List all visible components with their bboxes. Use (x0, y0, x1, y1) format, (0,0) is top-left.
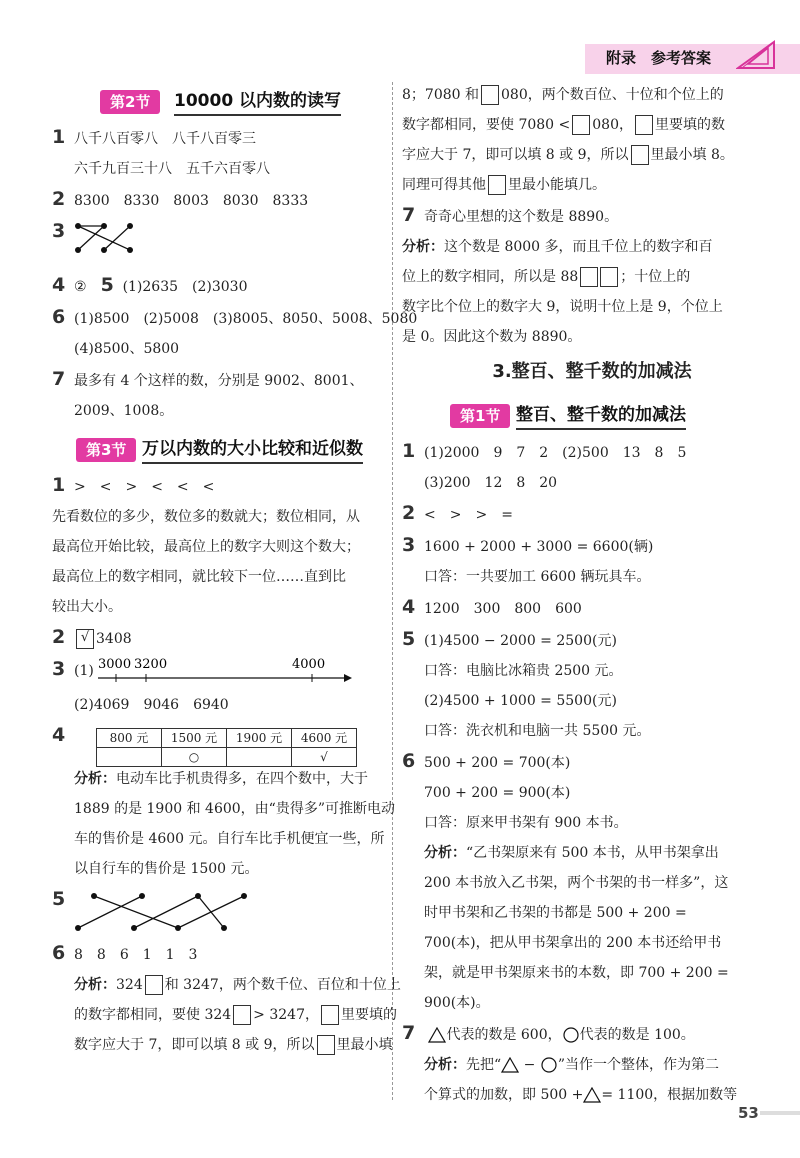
answer-7-line2: 2009、1008。 (74, 403, 174, 419)
blank-box (631, 145, 649, 165)
blank-box (317, 1035, 335, 1055)
c3-answer-4: 4 1200 300 800 600 (402, 596, 582, 618)
blank-box (580, 267, 598, 287)
s3-answer-4-analysis: 分析：电动车比手机贵得多，在四个数中，大于 (74, 771, 368, 787)
c3-answer-7: 7 代表的数是 600， 代表的数是 100。 (402, 1022, 695, 1044)
s3-answer-1-text: 较出大小。 (52, 599, 122, 615)
analysis-text: 时甲书架和乙书架的书都是 500 + 200 = (424, 905, 687, 921)
c3-answer-5: 5 (1)4500 − 2000 = 2500(元) (402, 628, 617, 650)
analysis-text: 分析：先把“ − ”当作一个整体，作为第二 (424, 1057, 719, 1073)
oral-answer: 口答：一共要加工 6600 辆玩具车。 (424, 569, 651, 585)
section-header-3 (52, 432, 380, 466)
answer-2: 2 8300 8330 8003 8030 8333 (52, 188, 309, 210)
analysis-text: 是 0。因此这个数为 8890。 (402, 329, 582, 345)
left-column (52, 78, 418, 1060)
s3-answer-3b: (2)4069 9046 6940 (74, 697, 229, 713)
c3-answer-6: 6 500 + 200 = 700(本) (402, 750, 571, 772)
analysis-text: 字应大于 7，即可以填 8 或 9，所以 里最小填 8。 (402, 147, 734, 163)
answer-6: 6 (1)8500 (2)5008 (3)8005、8050、5008、5080 (52, 306, 418, 328)
page-number: 53 (738, 1104, 759, 1122)
c3-answer-3: 3 1600 + 2000 + 3000 = 6600(辆) (402, 534, 654, 556)
answer-3: 3 (52, 216, 380, 270)
answer-7: 7 奇奇心里想的这个数是 8890。 (402, 204, 619, 226)
s3-answer-3: 3 (1) 3000 3200 4000 (52, 654, 380, 690)
number-line-label: 3200 (134, 657, 168, 672)
price-cell: 800 元 (97, 729, 162, 748)
s3-answer-1-text: 最高位开始比较，最高位上的数字大则这个数大； (52, 539, 360, 555)
oral-answer: 口答：电脑比冰箱贵 2500 元。 (424, 663, 623, 679)
blank-box (635, 115, 653, 135)
triangle-icon (583, 1087, 601, 1103)
triangle-icon (501, 1057, 519, 1073)
triangle-icon (428, 1027, 446, 1043)
analysis-text: 架，就是甲书架原来书的本数，即 700 + 200 = (424, 965, 729, 981)
s3-answer-5: 5 (52, 884, 380, 938)
mark-cell: ○ (162, 748, 227, 767)
circle-icon (562, 1027, 580, 1043)
analysis-text: 1889 的是 1900 和 4600，由“贵得多”可推断电动 (74, 801, 396, 817)
analysis-text: 以自行车的售价是 1500 元。 (74, 861, 259, 877)
s3-answer-2: 2 √ 3408 (52, 626, 132, 648)
number-line-diagram (96, 654, 356, 690)
blank-box (600, 267, 618, 287)
set-square-icon (736, 40, 776, 70)
section-title: 万以内数的大小比较和近似数 (142, 436, 363, 464)
price-cell: 1500 元 (162, 729, 227, 748)
analysis-text: 8；7080 和 080，两个数百位、十位和个位上的 (402, 87, 724, 103)
analysis-text: 个算式的加数，即 500 + = 1100，根据加数等 (424, 1087, 738, 1103)
price-table (96, 728, 357, 767)
blank-box (321, 1005, 339, 1025)
analysis-text: 数字都相同，要使 7080 < 080， 里要填的数 (402, 117, 725, 133)
analysis-text: 900(本)。 (424, 995, 490, 1011)
number-line-label: 3000 (98, 657, 132, 672)
answer-4-5: 4 ② 5 (1)2635 (2)3030 (52, 274, 248, 296)
circle-icon (540, 1057, 558, 1073)
section-tag: 第2节 (100, 90, 160, 114)
analysis-text: 的数字都相同，要使 324 > 3247， 里要填的 (74, 1007, 397, 1023)
check-box-icon: √ (76, 629, 94, 649)
c3-answer-6b: 700 + 200 = 900(本) (424, 785, 571, 801)
blank-box (572, 115, 590, 135)
analysis-text: 同理可得其他 里最小能填几。 (402, 177, 606, 193)
blank-box (481, 85, 499, 105)
section-tag: 第1节 (450, 404, 510, 428)
s3-answer-1: 1 > < > < < < (52, 474, 215, 496)
analysis-text: 200 本书放入乙书架，两个书架的书一样多”，这 (424, 875, 729, 891)
chapter-title: 3.整百、整千数的加减法 (492, 361, 692, 382)
analysis-text: 数字比个位上的数字大 9，说明十位上是 9，个位上 (402, 299, 723, 315)
analysis-text: 位上的数字相同，所以是 88 ；十位上的 (402, 269, 691, 285)
price-cell: 1900 元 (227, 729, 292, 748)
section-tag: 第3节 (76, 438, 136, 462)
section-title: 整百、整千数的加减法 (516, 402, 686, 430)
section-header-1 (402, 398, 742, 432)
analysis-text: 数字应大于 7，即可以填 8 或 9，所以 里最小填 (74, 1037, 393, 1053)
analysis-text: 700(本)，把从甲书架拿出的 200 本书还给甲书 (424, 935, 722, 951)
s3-answer-1-text: 先看数位的多少，数位多的数就大；数位相同，从 (52, 509, 360, 525)
blank-box (488, 175, 506, 195)
analysis-text: 分析：“乙书架原来有 500 本书，从甲书架拿出 (424, 845, 719, 861)
oral-answer: 口答：洗衣机和电脑一共 5500 元。 (424, 723, 651, 739)
c3-answer-1: 1 (1)2000 9 7 2 (2)500 13 8 5 (402, 440, 687, 462)
column-divider (392, 82, 393, 1100)
answer-7: 7 最多有 4 个这样的数，分别是 9002、8001、 (52, 368, 364, 390)
analysis-text: 分析：这个数是 8000 多，而且千位上的数字和百 (402, 239, 713, 255)
number-line-label: 4000 (292, 657, 326, 672)
blank-box (145, 975, 163, 995)
matching-lines-diagram (74, 890, 264, 934)
header-label: 附录 参考答案 (606, 49, 712, 67)
section-title: 10000 以内数的读写 (174, 88, 341, 116)
section-header-2 (52, 84, 380, 118)
s3-answer-6-analysis: 分析：324 和 3247，两个数千位、百位和十位上 (74, 977, 401, 993)
answer-6-line2: (4)8500、5800 (74, 341, 180, 357)
right-column (402, 80, 742, 1110)
matching-lines-diagram (74, 220, 154, 260)
c3-answer-2: 2 < > > = (402, 502, 513, 524)
price-cell: 4600 元 (292, 729, 357, 748)
oral-answer: 口答：原来甲书架有 900 本书。 (424, 815, 628, 831)
answer-1-line2: 六千九百三十八 五千六百零八 (74, 161, 270, 177)
s3-answer-4: 4 800 元 1500 元 1900 元 4600 元 ○ √ (52, 720, 380, 764)
analysis-text: 车的售价是 4600 元。自行车比手机便宜一些，所 (74, 831, 385, 847)
c3-answer-1-line2: (3)200 12 8 20 (424, 475, 558, 491)
s3-answer-6: 6 8 8 6 1 1 3 (52, 942, 198, 964)
blank-box (233, 1005, 251, 1025)
c3-answer-5b: (2)4500 + 1000 = 5500(元) (424, 693, 617, 709)
s3-answer-1-text: 最高位上的数字相同，就比较下一位……直到比 (52, 569, 346, 585)
answer-1: 1 八千八百零八 八千八百零三 (52, 126, 256, 148)
page-number-bar (760, 1111, 800, 1115)
mark-cell: √ (292, 748, 357, 767)
